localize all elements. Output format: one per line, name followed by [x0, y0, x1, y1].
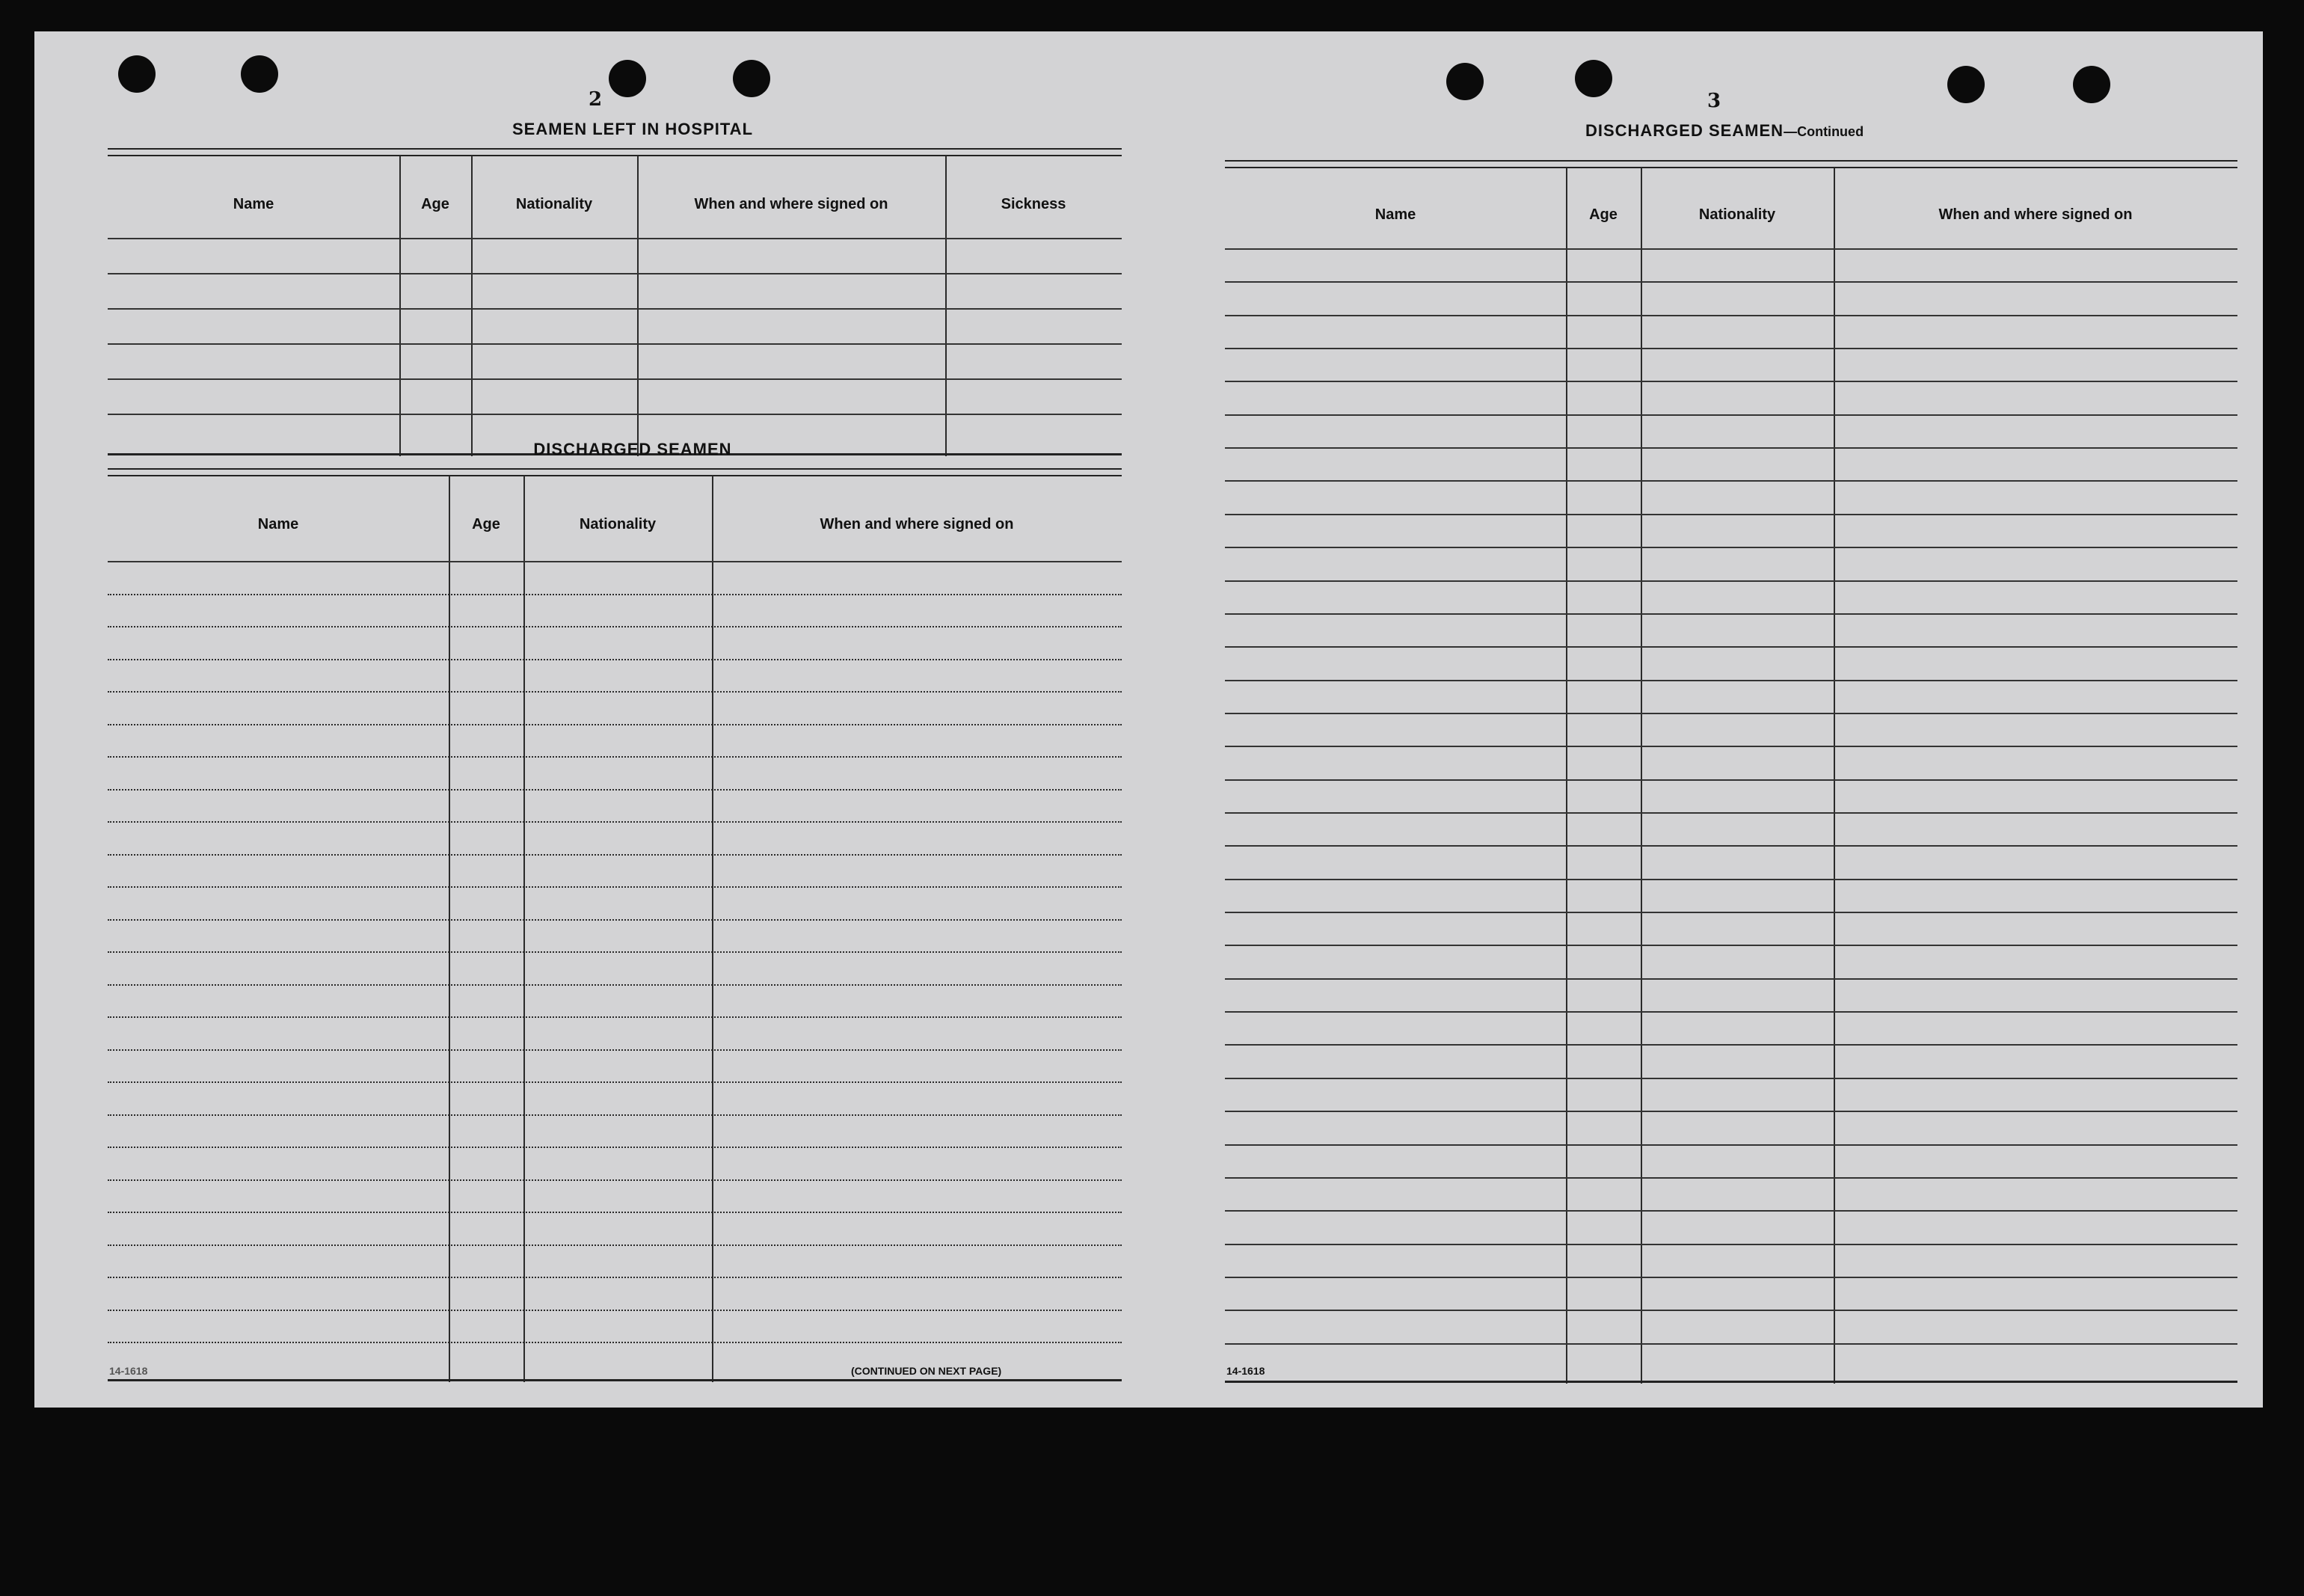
- entry-row-line: [1225, 1343, 2237, 1345]
- entry-row-line: [1225, 812, 2237, 814]
- entry-row-line: [1225, 447, 2237, 449]
- entry-row-line: [1225, 779, 2237, 781]
- entry-row-line: [108, 789, 1122, 791]
- entry-row-line: [108, 919, 1122, 921]
- entry-row-line: [1225, 1210, 2237, 1212]
- table-bottom-rule: [108, 1379, 1122, 1381]
- entry-row-line: [108, 691, 1122, 693]
- entry-row-line: [108, 756, 1122, 758]
- header-underline: [1225, 248, 2237, 250]
- entry-row-line: [108, 343, 1122, 345]
- column-header-nationality: Nationality: [1698, 206, 1776, 223]
- column-divider: [712, 476, 713, 1382]
- punch-hole: [2073, 66, 2110, 103]
- table-top-rule: [108, 148, 1122, 156]
- title-continued: —Continued: [1784, 124, 1864, 139]
- entry-row-line: [108, 1049, 1122, 1051]
- column-header-nationality: Nationality: [515, 196, 593, 212]
- entry-row-line: [1225, 1011, 2237, 1013]
- entry-row-line: [1225, 1078, 2237, 1079]
- column-divider: [1566, 168, 1567, 1384]
- entry-row-line: [1225, 1111, 2237, 1112]
- column-divider: [1834, 168, 1835, 1384]
- column-header-when-where: When and where signed on: [820, 516, 1014, 532]
- entry-row-line: [108, 378, 1122, 380]
- entry-row-line: [1225, 315, 2237, 316]
- title-main: DISCHARGED SEAMEN: [1585, 121, 1784, 140]
- entry-row-line: [108, 659, 1122, 660]
- discharged-section-title: DISCHARGED SEAMEN: [533, 440, 732, 458]
- table-top-rule: [1225, 160, 2237, 168]
- entry-row-line: [108, 1342, 1122, 1343]
- table-top-rule: [108, 468, 1122, 476]
- entry-row-line: [1225, 348, 2237, 349]
- punch-hole: [1947, 66, 1985, 103]
- entry-row-line: [108, 1081, 1122, 1083]
- column-divider: [399, 156, 401, 456]
- entry-row-line: [108, 1016, 1122, 1018]
- column-divider: [471, 156, 473, 456]
- hospital-section-title: SEAMEN LEFT IN HOSPITAL: [512, 120, 754, 138]
- header-underline: [108, 238, 1122, 239]
- entry-row-line: [1225, 978, 2237, 980]
- entry-row-line: [1225, 1310, 2237, 1311]
- entry-row-line: [108, 626, 1122, 627]
- entry-row-line: [108, 1310, 1122, 1311]
- entry-row-line: [108, 1244, 1122, 1246]
- entry-row-line: [1225, 646, 2237, 648]
- entry-row-line: [108, 984, 1122, 986]
- entry-row-line: [108, 1277, 1122, 1278]
- entry-row-line: [1225, 414, 2237, 416]
- entry-row-line: [108, 273, 1122, 274]
- entry-row-line: [1225, 1044, 2237, 1046]
- punch-hole: [733, 60, 770, 97]
- entry-row-line: [108, 951, 1122, 953]
- hospital-table: [108, 148, 1122, 458]
- column-header-age: Age: [421, 196, 449, 212]
- column-header-age: Age: [1589, 206, 1618, 223]
- column-divider: [523, 476, 525, 1382]
- entry-row-line: [108, 308, 1122, 310]
- entry-row-line: [108, 414, 1122, 415]
- entry-row-line: [1225, 381, 2237, 382]
- entry-row-line: [1225, 746, 2237, 747]
- column-header-nationality: Nationality: [579, 516, 657, 532]
- column-header-when-where: When and where signed on: [694, 196, 888, 212]
- punch-hole: [1575, 60, 1612, 97]
- column-divider: [945, 156, 947, 456]
- entry-row-line: [1225, 680, 2237, 681]
- entry-row-line: [1225, 580, 2237, 582]
- punch-hole: [1446, 63, 1484, 100]
- column-header-age: Age: [472, 516, 500, 532]
- entry-row-line: [108, 854, 1122, 856]
- column-divider: [449, 476, 450, 1382]
- form-number-left: 14-1618: [109, 1365, 148, 1377]
- punch-hole: [241, 55, 278, 93]
- page-number-right: 3: [1707, 90, 1721, 112]
- punch-hole: [118, 55, 156, 93]
- entry-row-line: [108, 1179, 1122, 1181]
- discharged-continued-title: [1515, 121, 1934, 141]
- entry-row-line: [1225, 1244, 2237, 1245]
- entry-row-line: [1225, 1177, 2237, 1179]
- entry-row-line: [1225, 912, 2237, 913]
- entry-row-line: [1225, 613, 2237, 615]
- entry-row-line: [108, 724, 1122, 725]
- column-divider: [637, 156, 639, 456]
- header-underline: [108, 561, 1122, 562]
- entry-row-line: [108, 821, 1122, 823]
- entry-row-line: [108, 594, 1122, 595]
- discharged-continued-table: [1225, 160, 2237, 1385]
- column-divider: [1641, 168, 1642, 1384]
- entry-row-line: [1225, 845, 2237, 847]
- page-number-left: 2: [588, 88, 603, 111]
- entry-row-line: [108, 1114, 1122, 1116]
- table-bottom-rule: [1225, 1381, 2237, 1383]
- continued-note: (CONTINUED ON NEXT PAGE): [851, 1365, 1002, 1377]
- column-header-name: Name: [233, 196, 274, 212]
- form-number-right: 14-1618: [1226, 1365, 1265, 1377]
- entry-row-line: [1225, 480, 2237, 482]
- column-header-name: Name: [257, 516, 299, 532]
- entry-row-line: [108, 886, 1122, 888]
- entry-row-line: [1225, 547, 2237, 548]
- entry-row-line: [1225, 945, 2237, 946]
- entry-row-line: [1225, 1144, 2237, 1146]
- entry-row-line: [108, 1212, 1122, 1213]
- column-header-name: Name: [1374, 206, 1416, 223]
- entry-row-line: [1225, 1277, 2237, 1278]
- entry-row-line: [1225, 713, 2237, 714]
- entry-row-line: [1225, 281, 2237, 283]
- entry-row-line: [1225, 879, 2237, 880]
- discharged-table: [108, 468, 1122, 1384]
- entry-row-line: [108, 1147, 1122, 1148]
- column-header-when-where: When and where signed on: [1938, 206, 2133, 223]
- form-sheet: [34, 31, 2263, 1408]
- column-header-sickness: Sickness: [1001, 196, 1066, 212]
- entry-row-line: [1225, 514, 2237, 515]
